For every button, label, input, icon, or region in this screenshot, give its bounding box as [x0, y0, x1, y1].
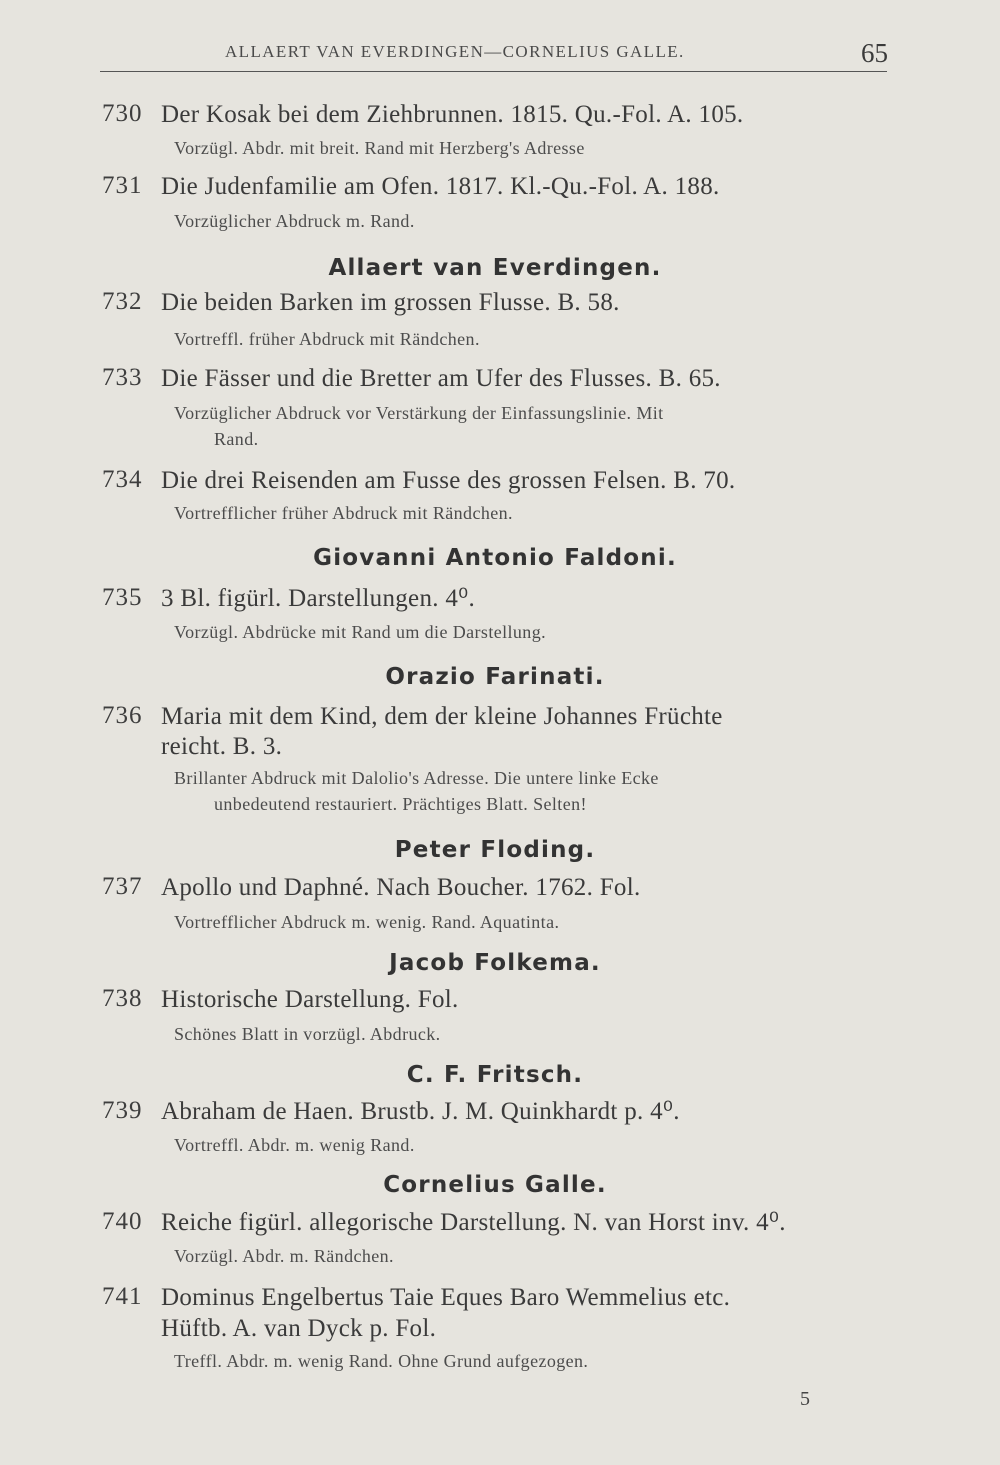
entry-note: Vorzügl. Abdr. mit breit. Rand mit Herzberg's Adresse [174, 138, 585, 158]
entry-number: 741 [102, 1283, 143, 1310]
entry-title: 3 Bl. figürl. Darstellungen. 4⁰. [161, 585, 476, 612]
entry-note-continuation: unbedeutend restauriert. Prächtiges Blatt. Selten! [214, 794, 587, 814]
running-head: ALLAERT VAN EVERDINGEN—CORNELIUS GALLE. [225, 42, 685, 61]
entry-number: 738 [102, 985, 143, 1012]
artist-heading: Giovanni Antonio Faldoni. [313, 545, 677, 571]
artist-heading: C. F. Fritsch. [406, 1062, 584, 1088]
entry-title: Abraham de Haen. Brustb. J. M. Quinkhardt p. 4⁰. [161, 1098, 680, 1125]
entry-number: 734 [102, 466, 143, 493]
entry-title: Maria mit dem Kind, dem der kleine Johannes Früchte [161, 703, 723, 730]
entry-number: 736 [102, 702, 143, 729]
entry-note: Vorzügl. Abdrücke mit Rand um die Darstellung. [174, 622, 547, 642]
entry-title: Die Fässer und die Bretter am Ufer des Flusses. B. 65. [161, 365, 721, 392]
entry-title: Historische Darstellung. Fol. [161, 986, 459, 1013]
entry-note: Vorzüglicher Abdruck vor Verstärkung der Einfassungslinie. Mit [174, 403, 664, 423]
artist-heading: Jacob Folkema. [389, 950, 601, 976]
entry-note: Vortreffl. früher Abdruck mit Rändchen. [174, 329, 480, 349]
artist-heading: Peter Floding. [394, 837, 596, 863]
entry-number: 730 [102, 100, 143, 127]
entry-title: Die Judenfamilie am Ofen. 1817. Kl.-Qu.-Fol. A. 188. [161, 173, 720, 200]
entry-number: 740 [102, 1208, 143, 1235]
entry-title: Die beiden Barken im grossen Flusse. B. 58. [161, 289, 620, 316]
entry-note: Schönes Blatt in vorzügl. Abdruck. [174, 1024, 441, 1044]
artist-heading: Allaert van Everdingen. [328, 255, 662, 281]
header-rule [100, 71, 887, 72]
entry-number: 732 [102, 288, 143, 315]
entry-title: Reiche figürl. allegorische Darstellung. N. van Horst inv. 4⁰. [161, 1209, 786, 1236]
entry-number: 737 [102, 873, 143, 900]
entry-note: Treffl. Abdr. m. wenig Rand. Ohne Grund aufgezogen. [174, 1351, 589, 1371]
entry-title-continuation: reicht. B. 3. [161, 733, 283, 760]
entry-number: 731 [102, 172, 143, 199]
entry-title: Dominus Engelbertus Taie Eques Baro Wemmelius etc. [161, 1284, 731, 1311]
entry-title: Der Kosak bei dem Ziehbrunnen. 1815. Qu.-Fol. A. 105. [161, 101, 744, 128]
entry-title: Apollo und Daphné. Nach Boucher. 1762. Fol. [161, 874, 641, 901]
page-number: 65 [861, 38, 888, 68]
entry-note: Vorzügl. Abdr. m. Rändchen. [174, 1246, 394, 1266]
entry-note: Vortrefflicher Abdruck m. wenig. Rand. Aquatinta. [174, 912, 560, 932]
entry-number: 733 [102, 364, 143, 391]
entry-note: Vortrefflicher früher Abdruck mit Rändchen. [174, 503, 513, 523]
entry-number: 739 [102, 1097, 143, 1124]
signature-mark: 5 [800, 1388, 810, 1410]
entry-note: Vorzüglicher Abdruck m. Rand. [174, 211, 415, 231]
entry-number: 735 [102, 584, 143, 611]
entry-title: Die drei Reisenden am Fusse des grossen Felsen. B. 70. [161, 467, 736, 494]
entry-note: Vortreffl. Abdr. m. wenig Rand. [174, 1135, 415, 1155]
artist-heading: Cornelius Galle. [383, 1172, 607, 1198]
entry-note-continuation: Rand. [214, 429, 259, 449]
entry-note: Brillanter Abdruck mit Dalolio's Adresse. Die untere linke Ecke [174, 768, 659, 788]
entry-title-continuation: Hüftb. A. van Dyck p. Fol. [161, 1315, 437, 1342]
artist-heading: Orazio Farinati. [385, 664, 605, 690]
